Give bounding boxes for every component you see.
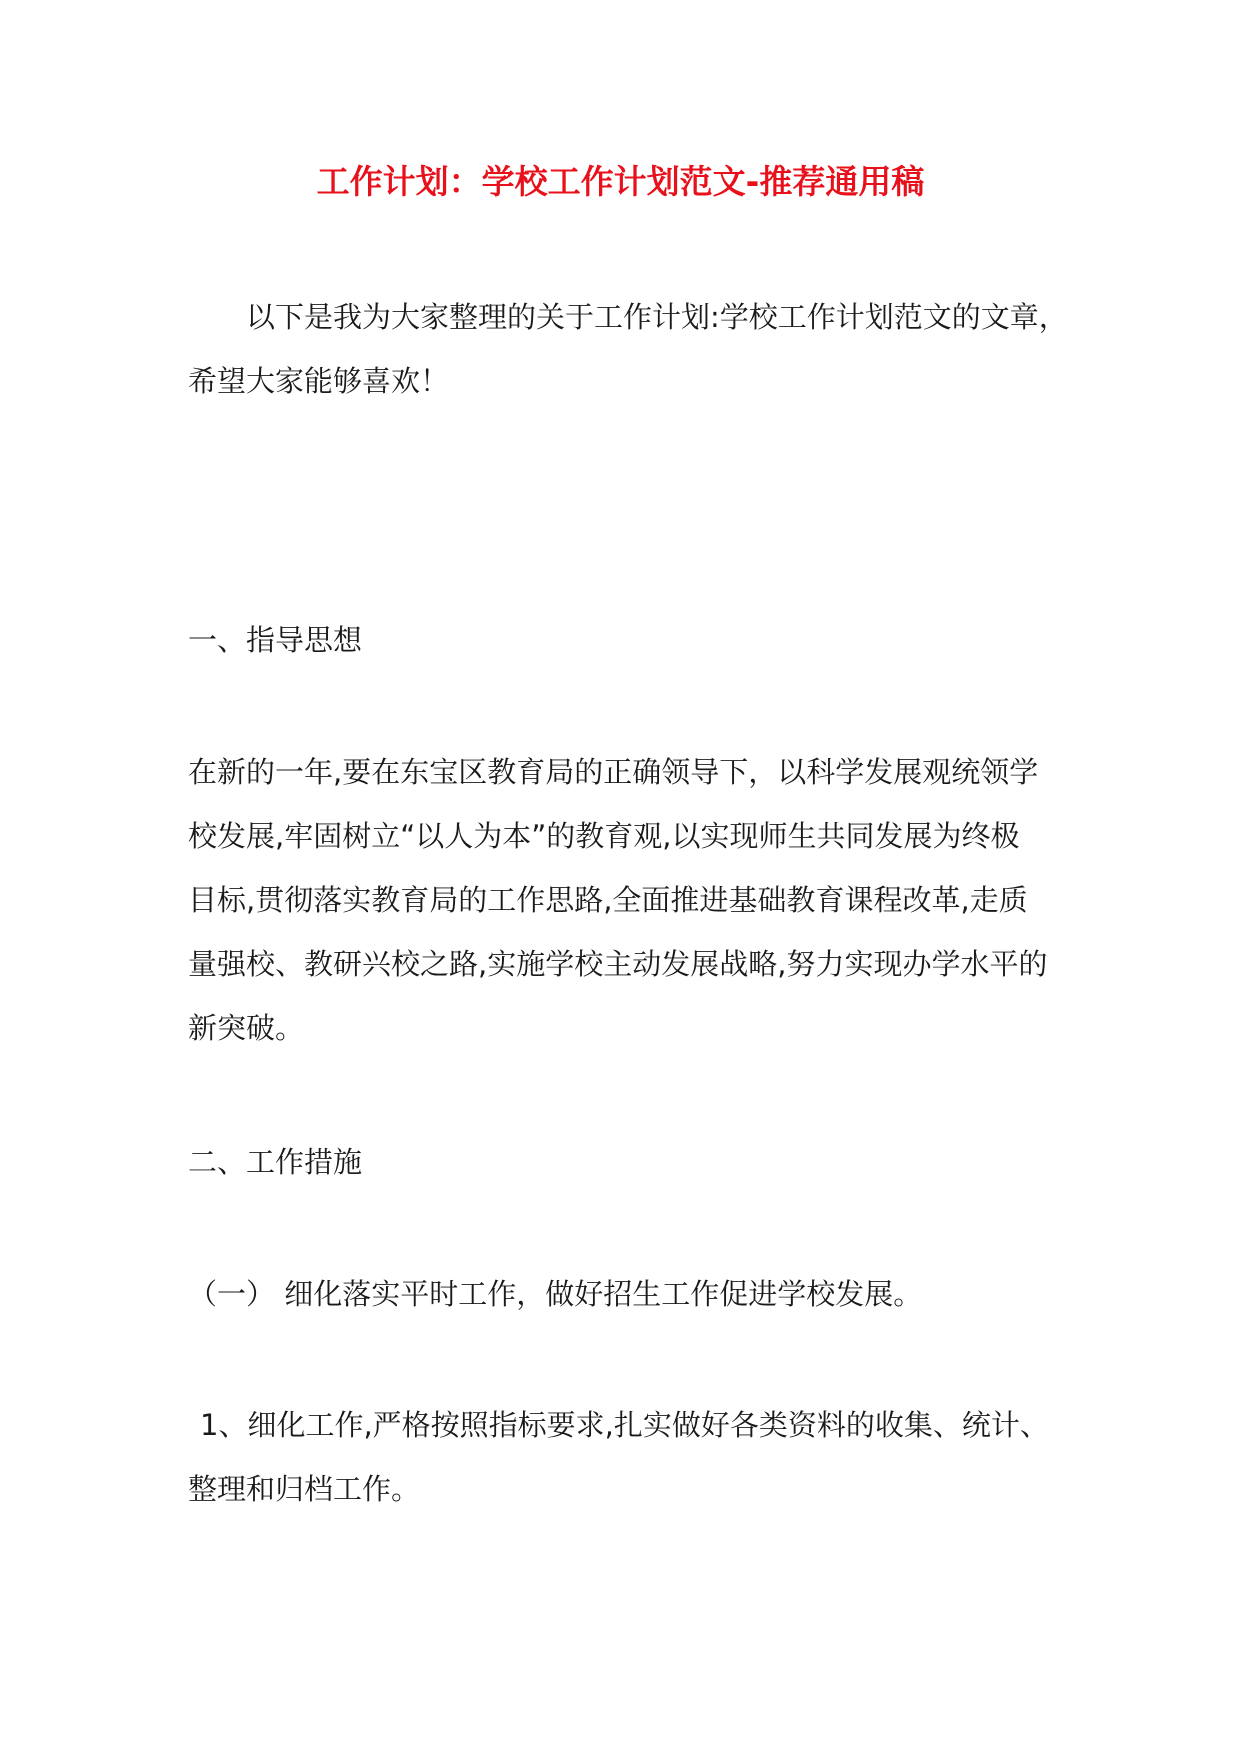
item-1-line-2: 整理和归档工作。 — [188, 1472, 421, 1506]
section-1-line-4: 量强校、教研兴校之路,实施学校主动发展战略,努力实现办学水平的 — [188, 947, 1048, 981]
item-1-line-1: 1、细化工作,严格按照指标要求,扎实做好各类资料的收集、统计、 — [200, 1408, 1049, 1442]
section-2-item-1 — [188, 1393, 1058, 1521]
intro-line-1: 以下是我为大家整理的关于工作计划:学校工作计划范文的文章， — [246, 300, 1068, 334]
section-1-heading-text: 一、指导思想 — [188, 623, 363, 657]
intro-paragraph — [188, 285, 1068, 413]
section-1-line-2: 校发展,牢固树立“以人为本”的教育观,以实现师生共同发展为终极 — [188, 819, 1020, 853]
intro-line-2: 希望大家能够喜欢！ — [188, 364, 450, 398]
section-2-heading-text: 二、工作措施 — [188, 1145, 363, 1179]
section-2-subheading — [188, 1262, 1058, 1326]
section-2-heading — [188, 1130, 1058, 1194]
section-1-line-5: 新突破。 — [188, 1011, 305, 1045]
document-title: 工作计划：学校工作计划范文-推荐通用稿 — [316, 162, 925, 201]
section-1-paragraph — [188, 740, 1058, 1060]
section-1-line-3: 目标,贯彻落实教育局的工作思路,全面推进基础教育课程改革,走质 — [188, 883, 1028, 917]
section-2-subheading-text: （一） 细化落实平时工作，做好招生工作促进学校发展。 — [188, 1277, 923, 1311]
section-1-heading — [188, 608, 1058, 672]
section-1-line-1: 在新的一年,要在东宝区教育局的正确领导下，以科学发展观统领学 — [188, 755, 1039, 789]
